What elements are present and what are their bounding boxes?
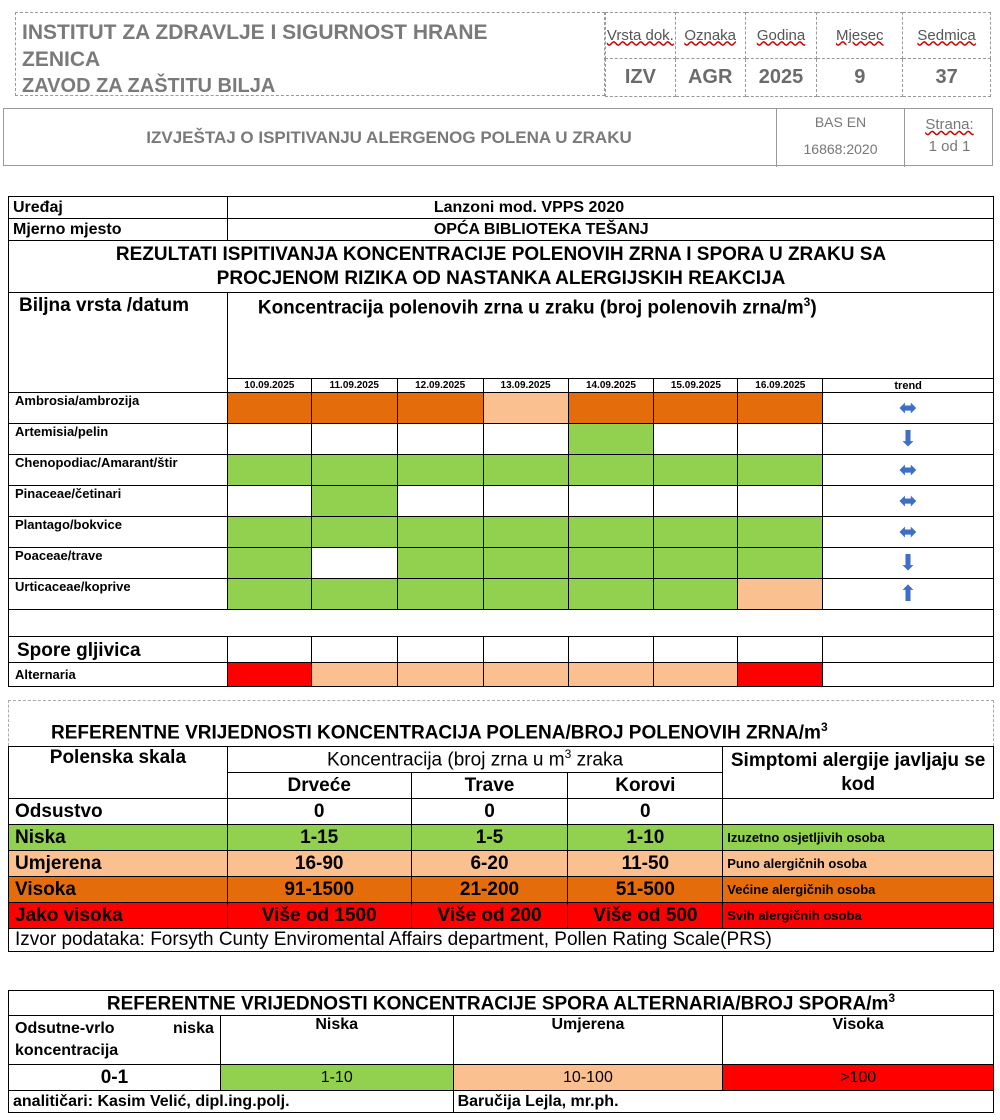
ref2-value-moderate: 10-100 [453, 1065, 723, 1091]
standard-line1: BAS EN [814, 114, 867, 130]
concentration-cell [397, 424, 483, 455]
alternaria-label: Alternaria [9, 663, 228, 687]
conc-header-sup: 3 [564, 747, 572, 762]
concentration-cell [483, 517, 568, 548]
concentration-cell [397, 579, 483, 610]
results-title-line1: REZULTATI ISPITIVANJA KONCENTRACIJE POLENOVIH ZRNA I SPORA U ZRAKU SA [115, 243, 887, 265]
concentration-header-text: Koncentracija polenovih zrna u zraku (broj polenovih zrna/m [257, 297, 804, 319]
spore-trend-cell [823, 663, 994, 687]
spacer-row [9, 610, 994, 637]
ref2-title [9, 991, 994, 1016]
meta-label-year: Godina [745, 13, 817, 59]
scale-level: Niska [9, 825, 228, 851]
conc-header-end: zraka [571, 749, 624, 771]
spore-cell [227, 663, 311, 687]
up-arrow-icon: ⬆ [898, 581, 918, 606]
spores-empty-cell [823, 637, 994, 663]
ref2-title-text: REFERENTNE VRIJEDNOSTI KONCENTRACIJE SPORA ALTERNARIA/BROJ SPORA/m [106, 993, 889, 1015]
left-right-arrow-icon: ⬌ [898, 488, 918, 513]
scale-value: Više od 1500 [227, 903, 411, 929]
spores-empty-cell [654, 637, 738, 663]
scale-value: 6-20 [411, 851, 568, 877]
concentration-cell [568, 393, 654, 424]
ref2-header-low: Niska [220, 1016, 453, 1065]
concentration-cell [227, 455, 311, 486]
scale-value: 21-200 [411, 877, 568, 903]
ref1-rows [9, 799, 994, 929]
device-label: Uređaj [9, 197, 228, 219]
concentration-cell [738, 579, 823, 610]
trend-cell [823, 486, 994, 517]
institute-name-line1: INSTITUT ZA ZDRAVLJE I SIGURNOST HRANE [22, 21, 488, 44]
species-name: Ambrosia/ambrozija [9, 393, 228, 424]
concentration-cell [568, 455, 654, 486]
meta-label-code: Oznaka [675, 13, 745, 59]
results-title-line2: PROCJENOM RIZIKA OD NASTANKA ALERGIJSKIH REAKCIJA [216, 267, 786, 289]
concentration-cell [227, 424, 311, 455]
col-grasses: Trave [411, 773, 568, 799]
ref2-header-moderate: Umjerena [453, 1016, 723, 1065]
symptom-text: Svih alergičnih osoba [723, 903, 994, 929]
concentration-cell [738, 393, 823, 424]
meta-value-week: 37 [903, 59, 991, 97]
meta-value-code: AGR [675, 59, 745, 97]
pollen-scale-row [9, 903, 994, 929]
standard-line2: 16868:2020 [803, 141, 878, 157]
species-row [9, 424, 994, 455]
scale-value: 0 [411, 799, 568, 825]
concentration-cell [738, 517, 823, 548]
spores-reference-table [8, 990, 994, 1113]
concentration-cell [568, 579, 654, 610]
symptom-text: Većine alergičnih osoba [723, 877, 994, 903]
spores-header: Spore gljivica [9, 637, 228, 663]
ref1-title [51, 720, 828, 744]
trend-cell [823, 517, 994, 548]
concentration-cell [654, 393, 738, 424]
meta-value-year: 2025 [745, 59, 817, 97]
left-right-arrow-icon: ⬌ [898, 395, 918, 420]
concentration-cell [483, 393, 568, 424]
concentration-header-sup: 3 [803, 295, 811, 309]
concentration-cell [397, 517, 483, 548]
document-meta-table [605, 12, 991, 97]
pollen-scale-row [9, 851, 994, 877]
spores-empty-cell [311, 637, 397, 663]
ref2-value-high: >100 [723, 1065, 994, 1091]
meta-value-month: 9 [817, 59, 903, 97]
department-name: ZAVOD ZA ZAŠTITU BILJA [22, 75, 276, 97]
pollen-scale-row [9, 877, 994, 903]
scale-value: Više od 500 [568, 903, 723, 929]
concentration-cell [654, 424, 738, 455]
concentration-cell [568, 486, 654, 517]
spore-cell [738, 663, 823, 687]
results-title [9, 241, 994, 293]
scale-value: 91-1500 [227, 877, 411, 903]
standard-reference [776, 109, 904, 167]
concentration-cell [483, 424, 568, 455]
species-name: Poaceae/trave [9, 548, 228, 579]
concentration-cell [397, 486, 483, 517]
report-title: IZVJEŠTAJ O ISPITIVANJU ALERGENOG POLENA U ZRAKU [146, 128, 632, 147]
concentration-cell [311, 548, 397, 579]
concentration-cell [568, 548, 654, 579]
concentration-cell [568, 424, 654, 455]
scale-header: Polenska skala [9, 747, 228, 799]
spore-cell [397, 663, 483, 687]
date-header: 10.09.2025 [227, 379, 311, 393]
symptom-text: Puno alergičnih osoba [723, 851, 994, 877]
concentration-cell [397, 393, 483, 424]
concentration-header [227, 293, 993, 379]
down-arrow-icon: ⬇ [898, 550, 918, 575]
left-right-arrow-icon: ⬌ [898, 519, 918, 544]
trend-cell [823, 548, 994, 579]
scale-value: 0 [227, 799, 411, 825]
concentration-cell [311, 455, 397, 486]
ref2-header-absent: Odsutne-vrlo niska koncentracija [9, 1016, 221, 1065]
concentration-cell [227, 486, 311, 517]
institute-name-line2: ZENICA [22, 48, 101, 71]
concentration-cell [311, 517, 397, 548]
date-header: 14.09.2025 [568, 379, 654, 393]
down-arrow-icon: ⬇ [898, 426, 918, 451]
concentration-cell [483, 455, 568, 486]
pollen-scale-row [9, 825, 994, 851]
concentration-cell [654, 486, 738, 517]
meta-value-doc-type: IZV [606, 59, 676, 97]
concentration-cell [654, 455, 738, 486]
concentration-cell [311, 393, 397, 424]
results-table [8, 196, 994, 687]
alternaria-row [9, 663, 994, 687]
species-name: Chenopodiac/Amarant/štir [9, 455, 228, 486]
species-row [9, 455, 994, 486]
species-name: Artemisia/pelin [9, 424, 228, 455]
left-right-arrow-icon: ⬌ [898, 457, 918, 482]
concentration-header-end: ) [810, 297, 817, 319]
pollen-reference-table [8, 746, 994, 952]
conc-header [227, 747, 722, 773]
report-title-box [3, 108, 993, 166]
concentration-cell [738, 548, 823, 579]
page-label: Strana: [925, 116, 974, 133]
species-rows [9, 393, 994, 610]
scale-value: 0 [568, 799, 723, 825]
ref2-title-sup: 3 [888, 991, 896, 1005]
concentration-cell [738, 455, 823, 486]
spores-empty-cell [483, 637, 568, 663]
symptoms-header: Simptomi alergije javljaju se kod [723, 747, 994, 799]
scale-value: 16-90 [227, 851, 411, 877]
concentration-cell [738, 486, 823, 517]
concentration-cell [227, 579, 311, 610]
date-header: 15.09.2025 [654, 379, 738, 393]
data-source: Izvor podataka: Forsyth Cunty Enviromental Affairs department, Pollen Rating Scale(PRS) [9, 929, 994, 952]
concentration-cell [654, 517, 738, 548]
spore-cell [568, 663, 654, 687]
analyst-1: analitičari: Kasim Velić, dipl.ing.polj. [9, 1091, 454, 1113]
scale-level: Visoka [9, 877, 228, 903]
ref1-title-box [8, 700, 994, 746]
scale-level: Jako visoka [9, 903, 228, 929]
spores-empty-cell [227, 637, 311, 663]
concentration-cell [483, 486, 568, 517]
concentration-cell [483, 579, 568, 610]
analyst-2: Baručija Lejla, mr.ph. [453, 1091, 993, 1113]
ref2-value-absent: 0-1 [9, 1065, 221, 1091]
species-row [9, 579, 994, 610]
concentration-cell [311, 424, 397, 455]
spore-cell [311, 663, 397, 687]
institute-header [15, 12, 605, 96]
species-header: Biljna vrsta /datum [9, 293, 228, 393]
scale-value: 11-50 [568, 851, 723, 877]
date-header: 12.09.2025 [397, 379, 483, 393]
col-weeds: Korovi [568, 773, 723, 799]
concentration-cell [654, 548, 738, 579]
species-row [9, 486, 994, 517]
species-row [9, 517, 994, 548]
scale-level: Umjerena [9, 851, 228, 877]
scale-value: 51-500 [568, 877, 723, 903]
meta-label-doc-type: Vrsta dok. [606, 13, 676, 59]
trend-cell [823, 579, 994, 610]
species-name: Urticaceae/koprive [9, 579, 228, 610]
ref1-title-text: REFERENTNE VRIJEDNOSTI KONCENTRACIJA POLENA/BROJ POLENOVIH ZRNA/m [51, 722, 821, 744]
trend-cell [823, 424, 994, 455]
symptom-text: Izuzetno osjetljivih osoba [723, 825, 994, 851]
location-value: OPĆA BIBLIOTEKA TEŠANJ [227, 219, 993, 241]
trend-cell [823, 393, 994, 424]
date-header: 11.09.2025 [311, 379, 397, 393]
concentration-cell [227, 517, 311, 548]
device-value: Lanzoni mod. VPPS 2020 [227, 197, 993, 219]
concentration-cell [227, 548, 311, 579]
trend-cell [823, 455, 994, 486]
species-row [9, 393, 994, 424]
species-name: Plantago/bokvice [9, 517, 228, 548]
date-header: 16.09.2025 [738, 379, 823, 393]
meta-label-month: Mjesec [817, 13, 903, 59]
page-value: 1 od 1 [928, 138, 971, 155]
date-header: 13.09.2025 [483, 379, 568, 393]
concentration-cell [227, 393, 311, 424]
concentration-cell [397, 548, 483, 579]
spores-empty-cell [397, 637, 483, 663]
ref2-header-high: Visoka [723, 1016, 994, 1065]
trend-header: trend [823, 379, 994, 393]
spores-empty-cell [738, 637, 823, 663]
scale-value: 1-5 [411, 825, 568, 851]
conc-header-text: Koncentracija (broj zrna u m [327, 749, 565, 771]
concentration-cell [311, 579, 397, 610]
scale-value: 1-10 [568, 825, 723, 851]
meta-label-week: Sedmica [903, 13, 991, 59]
concentration-cell [654, 579, 738, 610]
scale-value: 1-15 [227, 825, 411, 851]
pollen-scale-row [9, 799, 994, 825]
spore-cell [654, 663, 738, 687]
scale-value: Više od 200 [411, 903, 568, 929]
concentration-cell [568, 517, 654, 548]
page-number [904, 109, 994, 167]
ref2-value-low: 1-10 [220, 1065, 453, 1091]
species-row [9, 548, 994, 579]
concentration-cell [738, 424, 823, 455]
species-name: Pinaceae/četinari [9, 486, 228, 517]
spore-cell [483, 663, 568, 687]
concentration-cell [311, 486, 397, 517]
col-trees: Drveće [227, 773, 411, 799]
concentration-cell [483, 548, 568, 579]
concentration-cell [397, 455, 483, 486]
spores-empty-cell [568, 637, 654, 663]
location-label: Mjerno mjesto [9, 219, 228, 241]
scale-level: Odsustvo [9, 799, 228, 825]
ref1-title-sup: 3 [820, 720, 828, 734]
